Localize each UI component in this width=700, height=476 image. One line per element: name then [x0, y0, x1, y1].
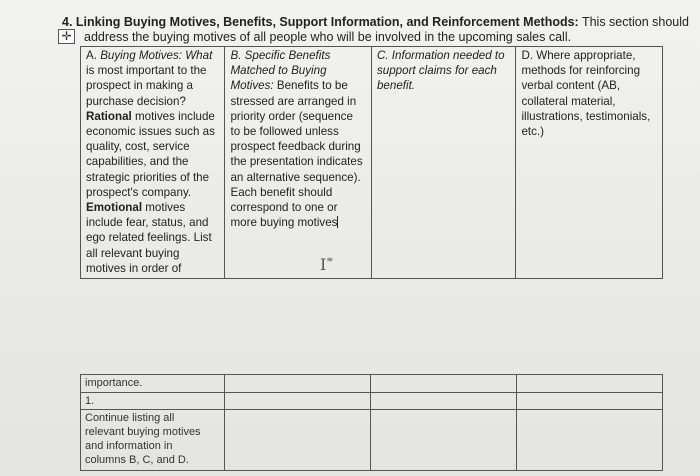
emotional-rest: motives: [142, 201, 186, 215]
section-heading: [62, 15, 692, 30]
col-c-line: benefit.: [376, 79, 416, 93]
table2-cell-c3[interactable]: [371, 410, 516, 471]
section-number: 4.: [62, 15, 73, 29]
row-one-cell[interactable]: 1.: [81, 393, 225, 410]
col-a-line: all relevant buying: [86, 246, 180, 260]
col-a-lines-2: [86, 124, 219, 200]
col-d-line: D. Where appropriate,: [521, 49, 636, 62]
col-a-title: Buying Motives: What: [100, 49, 213, 62]
col-a-line: include fear, status, and: [86, 216, 209, 230]
col-c-lines: [377, 48, 510, 94]
col-d-line: illustrations, testimonials,: [521, 109, 651, 123]
col-c-line: C. Information needed to: [376, 49, 505, 62]
table2-cell-b3[interactable]: [225, 410, 371, 471]
importance-cell[interactable]: importance.: [81, 375, 225, 393]
col-b-lines: [230, 94, 366, 231]
col-a-line: economic issues such as: [86, 125, 215, 139]
col-b-line: stressed are arranged in: [230, 94, 357, 108]
col-b-title-3: Motives:: [230, 79, 274, 93]
col-b-line: prospect feedback during: [230, 140, 361, 154]
table2-cell-c1[interactable]: [371, 375, 516, 393]
col-d-line: collateral material,: [521, 94, 616, 108]
col-a-line: ego related feelings. List: [86, 231, 212, 245]
col-a-line: strategic priorities of the: [86, 170, 210, 184]
col-a-line: prospect in making a: [86, 79, 193, 93]
col-a-lines-3: [86, 215, 219, 276]
col-d-line: verbal content (AB,: [521, 79, 621, 93]
col-d-line: etc.): [521, 125, 545, 139]
continue-cell[interactable]: [81, 410, 225, 471]
continue-line: and information in: [85, 440, 173, 452]
column-b-cell[interactable]: [225, 47, 372, 279]
col-a-line: is most important to the: [86, 64, 207, 78]
col-a-lines-1: [86, 63, 219, 109]
column-d-cell[interactable]: [516, 47, 663, 279]
col-b-line: the presentation indicates: [230, 155, 363, 169]
continue-lines: [85, 411, 220, 467]
section-text-1: This section should: [578, 15, 689, 29]
text-caret: [337, 216, 338, 228]
continue-line: columns B, C, and D.: [85, 454, 189, 466]
buying-motives-table: [80, 46, 663, 279]
column-c-cell[interactable]: [371, 47, 515, 279]
col-b-title-2: Matched to Buying: [230, 64, 327, 78]
col-a-line: prospect's company.: [86, 185, 192, 199]
col-b-line: correspond to one or: [230, 201, 338, 215]
rational-label: Rational: [86, 109, 132, 123]
continue-line: relevant buying motives: [85, 426, 201, 438]
section-text-2: address the buying motives of all people who will be involved in the upcoming sales call.: [84, 30, 572, 44]
table2-cell-b2[interactable]: [225, 393, 371, 410]
rational-rest: motives include: [131, 109, 215, 123]
col-a-line: quality, cost, service: [86, 140, 190, 154]
col-b-line: an alternative sequence).: [230, 170, 361, 184]
emotional-label: Emotional: [86, 201, 143, 215]
col-d-line: methods for reinforcing: [521, 64, 641, 78]
col-a-line: capabilities, and the: [86, 155, 189, 169]
table2-cell-c2[interactable]: [371, 393, 516, 410]
table2-cell-b1[interactable]: [225, 375, 371, 393]
col-b-motives-rest: Benefits to be: [273, 79, 348, 93]
section-title: Linking Buying Motives, Benefits, Support Information, and Reinforcement Methods:: [75, 15, 579, 29]
table2-cell-d3[interactable]: [516, 410, 662, 471]
table2-cell-d1[interactable]: [516, 375, 662, 393]
continued-motives-table: [80, 374, 663, 471]
col-c-line: support claims for each: [376, 64, 497, 78]
col-b-line: more buying motives: [230, 216, 338, 230]
text-cursor-icon: I≡: [320, 255, 334, 274]
col-b-line: Each benefit should: [230, 185, 333, 199]
table-move-handle-icon[interactable]: ✛: [58, 29, 75, 44]
continue-line: Continue listing all: [85, 412, 175, 424]
table2-cell-d2[interactable]: [516, 393, 662, 410]
column-a-cell[interactable]: [81, 47, 225, 279]
col-b-title-1: B. Specific Benefits: [230, 49, 331, 62]
col-d-lines: [521, 48, 657, 139]
col-a-prefix: A.: [86, 49, 101, 62]
col-b-line: priority order (sequence: [230, 109, 353, 123]
col-a-line: purchase decision?: [86, 94, 186, 108]
col-a-line: motives in order of: [86, 261, 182, 275]
col-b-line: to be followed unless: [230, 125, 339, 139]
